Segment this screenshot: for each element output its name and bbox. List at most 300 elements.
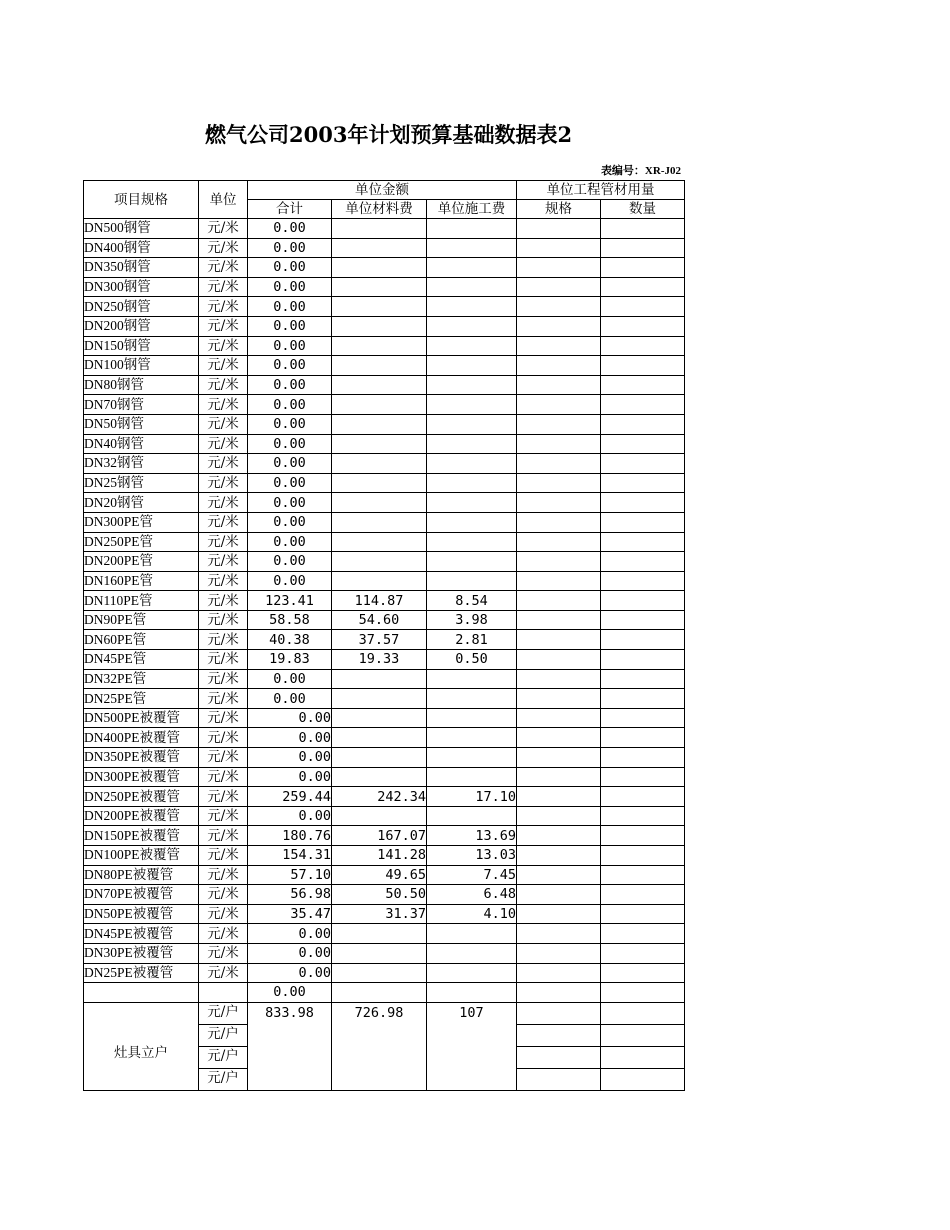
item-spec [517, 571, 601, 591]
item-name: DN350PE被覆管 [84, 748, 199, 768]
item-unit: 元/米 [199, 963, 248, 983]
item-construction [427, 767, 517, 787]
item-total: 0.00 [248, 767, 332, 787]
item-unit: 元/米 [199, 806, 248, 826]
item-name: DN45PE被覆管 [84, 924, 199, 944]
item-name [84, 983, 199, 1003]
item-total: 40.38 [248, 630, 332, 650]
table-row [84, 454, 685, 474]
item-name: DN100PE被覆管 [84, 846, 199, 866]
item-unit: 元/米 [199, 414, 248, 434]
item-spec [517, 630, 601, 650]
item-construction [427, 356, 517, 376]
item-total: 0.00 [248, 512, 332, 532]
item-total: 259.44 [248, 787, 332, 807]
item-quantity [601, 787, 685, 807]
item-spec [517, 1024, 601, 1046]
item-material [332, 277, 427, 297]
item-construction: 17.10 [427, 787, 517, 807]
item-total: 0.00 [248, 395, 332, 415]
item-unit: 元/米 [199, 434, 248, 454]
table-row [84, 238, 685, 258]
item-quantity [601, 708, 685, 728]
table-row [84, 983, 685, 1003]
item-unit: 元/米 [199, 708, 248, 728]
item-spec [517, 552, 601, 572]
item-quantity [601, 1046, 685, 1068]
item-spec [517, 983, 601, 1003]
item-name: DN150PE被覆管 [84, 826, 199, 846]
item-name: DN150钢管 [84, 336, 199, 356]
item-material: 167.07 [332, 826, 427, 846]
item-unit: 元/米 [199, 336, 248, 356]
item-quantity [601, 630, 685, 650]
item-quantity [601, 571, 685, 591]
item-quantity [601, 1024, 685, 1046]
item-unit: 元/米 [199, 297, 248, 317]
item-total: 0.00 [248, 219, 332, 239]
item-construction [427, 238, 517, 258]
item-quantity [601, 512, 685, 532]
table-row [84, 708, 685, 728]
item-quantity [601, 375, 685, 395]
item-quantity [601, 983, 685, 1003]
item-construction: 2.81 [427, 630, 517, 650]
item-material [332, 297, 427, 317]
table-row [84, 336, 685, 356]
item-construction [427, 532, 517, 552]
item-material [332, 375, 427, 395]
item-unit: 元/米 [199, 454, 248, 474]
item-spec [517, 689, 601, 709]
item-spec [517, 375, 601, 395]
item-name: DN90PE管 [84, 610, 199, 630]
header-total: 合计 [248, 200, 332, 219]
item-construction [427, 473, 517, 493]
item-name: DN200PE管 [84, 552, 199, 572]
table-row [84, 473, 685, 493]
table-row [84, 904, 685, 924]
item-construction [427, 924, 517, 944]
table-row [84, 277, 685, 297]
item-unit: 元/米 [199, 904, 248, 924]
item-material: 54.60 [332, 610, 427, 630]
item-construction: 6.48 [427, 885, 517, 905]
item-quantity [601, 885, 685, 905]
table-row [84, 943, 685, 963]
item-unit: 元/米 [199, 356, 248, 376]
item-name: DN60PE管 [84, 630, 199, 650]
item-unit: 元/米 [199, 552, 248, 572]
item-total: 123.41 [248, 591, 332, 611]
header-unit: 单位 [199, 181, 248, 219]
item-spec [517, 963, 601, 983]
item-name: DN40钢管 [84, 434, 199, 454]
item-total: 0.00 [248, 238, 332, 258]
item-spec [517, 826, 601, 846]
item-quantity [601, 846, 685, 866]
item-total: 0.00 [248, 924, 332, 944]
item-spec [517, 846, 601, 866]
item-construction [427, 708, 517, 728]
item-spec [517, 532, 601, 552]
item-spec [517, 219, 601, 239]
header-construction: 单位施工费 [427, 200, 517, 219]
item-material [332, 767, 427, 787]
item-unit: 元/米 [199, 826, 248, 846]
item-quantity [601, 297, 685, 317]
item-total: 0.00 [248, 571, 332, 591]
item-material: 49.65 [332, 865, 427, 885]
item-name: DN400钢管 [84, 238, 199, 258]
item-quantity [601, 689, 685, 709]
item-total: 0.00 [248, 689, 332, 709]
item-quantity [601, 434, 685, 454]
header-item: 项目规格 [84, 181, 199, 219]
header-unit-amount: 单位金额 [248, 181, 517, 200]
item-spec [517, 591, 601, 611]
table-row [84, 826, 685, 846]
item-construction [427, 336, 517, 356]
item-quantity [601, 238, 685, 258]
item-spec [517, 610, 601, 630]
item-total: 0.00 [248, 356, 332, 376]
item-construction [427, 277, 517, 297]
item-spec [517, 943, 601, 963]
item-total: 0.00 [248, 669, 332, 689]
item-material [332, 532, 427, 552]
item-name: DN300钢管 [84, 277, 199, 297]
item-quantity [601, 219, 685, 239]
item-spec [517, 297, 601, 317]
item-name: DN200钢管 [84, 316, 199, 336]
item-unit: 元/米 [199, 924, 248, 944]
item-spec [517, 414, 601, 434]
item-material [332, 552, 427, 572]
table-row [84, 846, 685, 866]
item-spec [517, 395, 601, 415]
item-name: DN400PE被覆管 [84, 728, 199, 748]
item-construction [427, 375, 517, 395]
item-spec [517, 885, 601, 905]
item-material [332, 473, 427, 493]
item-construction [427, 571, 517, 591]
stove-unit: 元/户 [199, 1046, 248, 1068]
item-quantity [601, 356, 685, 376]
item-unit: 元/米 [199, 650, 248, 670]
item-quantity [601, 1068, 685, 1090]
table-row [84, 414, 685, 434]
item-spec [517, 650, 601, 670]
item-total: 0.00 [248, 943, 332, 963]
item-construction [427, 512, 517, 532]
item-construction: 0.50 [427, 650, 517, 670]
item-unit: 元/米 [199, 669, 248, 689]
item-unit: 元/米 [199, 219, 248, 239]
item-material: 31.37 [332, 904, 427, 924]
table-row [84, 532, 685, 552]
item-spec [517, 669, 601, 689]
item-quantity [601, 591, 685, 611]
item-total: 0.00 [248, 806, 332, 826]
table-row [84, 787, 685, 807]
table-row [84, 885, 685, 905]
item-spec [517, 238, 601, 258]
table-row [84, 610, 685, 630]
item-construction [427, 434, 517, 454]
item-unit: 元/米 [199, 591, 248, 611]
item-material [332, 414, 427, 434]
table-row [84, 963, 685, 983]
item-material [332, 728, 427, 748]
item-total: 0.00 [248, 728, 332, 748]
item-construction [427, 414, 517, 434]
item-material: 50.50 [332, 885, 427, 905]
item-quantity [601, 943, 685, 963]
item-construction [427, 454, 517, 474]
item-total: 0.00 [248, 336, 332, 356]
item-unit [199, 983, 248, 1003]
table-row [84, 552, 685, 572]
item-total: 0.00 [248, 375, 332, 395]
item-spec [517, 473, 601, 493]
item-name: DN70PE被覆管 [84, 885, 199, 905]
item-construction [427, 219, 517, 239]
stove-construction: 107 [427, 1002, 517, 1090]
item-construction: 4.10 [427, 904, 517, 924]
table-row [84, 395, 685, 415]
item-spec [517, 865, 601, 885]
item-total: 0.00 [248, 316, 332, 336]
item-spec [517, 748, 601, 768]
item-material: 19.33 [332, 650, 427, 670]
item-total: 180.76 [248, 826, 332, 846]
item-construction [427, 316, 517, 336]
item-spec [517, 728, 601, 748]
table-row [84, 748, 685, 768]
item-spec [517, 1046, 601, 1068]
table-row [84, 650, 685, 670]
item-total: 0.00 [248, 454, 332, 474]
item-name: DN250钢管 [84, 297, 199, 317]
item-quantity [601, 552, 685, 572]
item-quantity [601, 826, 685, 846]
table-row [84, 924, 685, 944]
item-spec [517, 316, 601, 336]
item-unit: 元/米 [199, 258, 248, 278]
item-unit: 元/米 [199, 846, 248, 866]
item-name: DN160PE管 [84, 571, 199, 591]
stove-material: 726.98 [332, 1002, 427, 1090]
item-unit: 元/米 [199, 943, 248, 963]
item-construction: 8.54 [427, 591, 517, 611]
table-row [84, 689, 685, 709]
item-total: 35.47 [248, 904, 332, 924]
item-name: DN80钢管 [84, 375, 199, 395]
table-row [84, 512, 685, 532]
item-material [332, 689, 427, 709]
item-total: 0.00 [248, 297, 332, 317]
item-spec [517, 708, 601, 728]
item-spec [517, 924, 601, 944]
item-material: 141.28 [332, 846, 427, 866]
item-quantity [601, 258, 685, 278]
stove-unit: 元/户 [199, 1024, 248, 1046]
item-material [332, 434, 427, 454]
item-unit: 元/米 [199, 277, 248, 297]
item-name: DN25PE管 [84, 689, 199, 709]
item-construction [427, 493, 517, 513]
item-unit: 元/米 [199, 493, 248, 513]
header-quantity: 数量 [601, 200, 685, 219]
header-material: 单位材料费 [332, 200, 427, 219]
table-row [84, 669, 685, 689]
item-name: DN80PE被覆管 [84, 865, 199, 885]
item-quantity [601, 316, 685, 336]
item-unit: 元/米 [199, 395, 248, 415]
item-quantity [601, 963, 685, 983]
table-row [84, 630, 685, 650]
item-material [332, 963, 427, 983]
item-name: DN500钢管 [84, 219, 199, 239]
stove-total: 833.98 [248, 1002, 332, 1090]
table-row [84, 865, 685, 885]
table-row [84, 728, 685, 748]
item-quantity [601, 924, 685, 944]
item-spec [517, 1002, 601, 1024]
item-quantity [601, 454, 685, 474]
item-unit: 元/米 [199, 473, 248, 493]
item-unit: 元/米 [199, 885, 248, 905]
item-name: DN25PE被覆管 [84, 963, 199, 983]
item-construction: 3.98 [427, 610, 517, 630]
header-usage: 单位工程管材用量 [517, 181, 685, 200]
item-quantity [601, 532, 685, 552]
item-quantity [601, 806, 685, 826]
item-total: 0.00 [248, 258, 332, 278]
item-unit: 元/米 [199, 630, 248, 650]
item-quantity [601, 650, 685, 670]
item-unit: 元/米 [199, 728, 248, 748]
item-total: 0.00 [248, 532, 332, 552]
item-construction [427, 728, 517, 748]
item-unit: 元/米 [199, 532, 248, 552]
item-construction [427, 395, 517, 415]
stove-name: 灶具立户 [84, 1002, 199, 1090]
item-name: DN200PE被覆管 [84, 806, 199, 826]
stove-row [84, 1002, 685, 1024]
doc-number: 表编号：XR-J02 [600, 165, 681, 177]
item-material [332, 806, 427, 826]
item-quantity [601, 728, 685, 748]
table-row [84, 219, 685, 239]
item-spec [517, 356, 601, 376]
item-quantity [601, 493, 685, 513]
item-quantity [601, 277, 685, 297]
item-construction [427, 963, 517, 983]
header-spec: 规格 [517, 200, 601, 219]
item-name: DN250PE被覆管 [84, 787, 199, 807]
item-construction: 13.69 [427, 826, 517, 846]
item-construction [427, 669, 517, 689]
item-material [332, 493, 427, 513]
item-name: DN100钢管 [84, 356, 199, 376]
table-row [84, 316, 685, 336]
table-row [84, 356, 685, 376]
item-total: 154.31 [248, 846, 332, 866]
page-title: 燃气公司2003年计划预算基础数据表2 [205, 122, 573, 147]
table-row [84, 375, 685, 395]
item-spec [517, 336, 601, 356]
item-total: 19.83 [248, 650, 332, 670]
item-quantity [601, 748, 685, 768]
table-row [84, 297, 685, 317]
item-unit: 元/米 [199, 512, 248, 532]
item-name: DN50PE被覆管 [84, 904, 199, 924]
item-construction [427, 297, 517, 317]
item-material [332, 748, 427, 768]
item-construction [427, 748, 517, 768]
item-total: 0.00 [248, 277, 332, 297]
item-name: DN32钢管 [84, 454, 199, 474]
item-name: DN250PE管 [84, 532, 199, 552]
item-material [332, 219, 427, 239]
table-row [84, 258, 685, 278]
table-row [84, 434, 685, 454]
item-construction [427, 258, 517, 278]
item-quantity [601, 865, 685, 885]
item-unit: 元/米 [199, 375, 248, 395]
item-spec [517, 1068, 601, 1090]
item-name: DN70钢管 [84, 395, 199, 415]
item-total: 0.00 [248, 493, 332, 513]
item-material [332, 258, 427, 278]
item-quantity [601, 669, 685, 689]
stove-unit: 元/户 [199, 1068, 248, 1090]
item-material [332, 943, 427, 963]
item-name: DN350钢管 [84, 258, 199, 278]
item-quantity [601, 767, 685, 787]
item-name: DN25钢管 [84, 473, 199, 493]
stove-unit: 元/户 [199, 1002, 248, 1024]
item-unit: 元/米 [199, 571, 248, 591]
item-construction: 7.45 [427, 865, 517, 885]
item-total: 0.00 [248, 473, 332, 493]
item-total: 58.58 [248, 610, 332, 630]
item-name: DN110PE管 [84, 591, 199, 611]
item-spec [517, 767, 601, 787]
item-total: 0.00 [248, 414, 332, 434]
item-construction [427, 552, 517, 572]
item-quantity [601, 904, 685, 924]
item-spec [517, 258, 601, 278]
item-name: DN20钢管 [84, 493, 199, 513]
item-material [332, 395, 427, 415]
item-spec [517, 806, 601, 826]
item-unit: 元/米 [199, 787, 248, 807]
item-construction [427, 806, 517, 826]
item-name: DN50钢管 [84, 414, 199, 434]
item-total: 57.10 [248, 865, 332, 885]
item-spec [517, 904, 601, 924]
item-material [332, 316, 427, 336]
item-material [332, 924, 427, 944]
item-quantity [601, 610, 685, 630]
item-name: DN500PE被覆管 [84, 708, 199, 728]
item-material [332, 708, 427, 728]
table-row [84, 493, 685, 513]
item-unit: 元/米 [199, 238, 248, 258]
